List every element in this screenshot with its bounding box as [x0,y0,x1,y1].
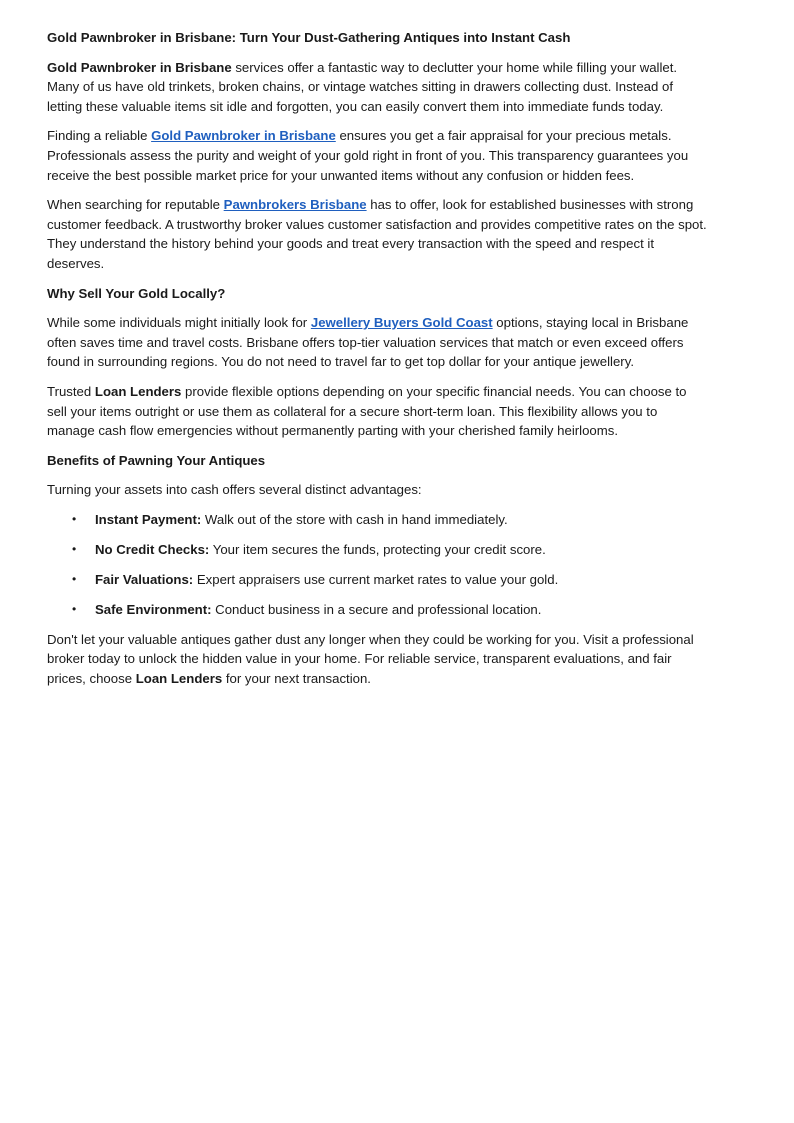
list-item [47,540,707,560]
benefit-label: Instant Payment: [95,511,202,527]
closing-paragraph [47,630,707,689]
local-text-after: options, staying local in Brisbane often saves time and travel costs. Brisbane offers top-tier valuation services that match or even exceed offers found in surrounding regions. You do not need to travel far to get top dollar for your antique jewellery. [47,315,689,370]
lenders-bold-term: Loan Lenders [94,383,182,399]
benefits-list [47,510,707,620]
bullet-icon: • [72,571,77,586]
lenders-text-before: Trusted [47,383,95,399]
lenders-paragraph [47,382,707,441]
list-item [47,510,707,530]
intro-paragraph [47,58,707,117]
reputable-text-before: When searching for reputable [47,197,224,213]
reputable-text-after: has to offer, look for established businesses with strong customer feedback. A trustworthy broker values customer satisfaction and provides competitive rates on the spot. They understand the history behind your goods and treat every transaction with the speed and respect it deserves. [47,197,707,271]
local-paragraph [47,313,707,372]
intro-bold-term: Gold Pawnbroker in Brisbane [47,59,232,75]
document-page [47,28,707,699]
benefit-text: Expert appraisers use current market rates to value your gold. [193,571,559,587]
lenders-text-after: provide flexible options depending on your specific financial needs. You can choose to sell your items outright or use them as collateral for a secure short-term loan. This flexibility allows you to manage cash flow emergencies without permanently parting with your cherished family heirlooms. [47,383,687,439]
closing-bold-term: Loan Lenders [135,671,223,686]
reputable-paragraph [47,195,707,273]
benefit-label: Fair Valuations: [95,571,194,587]
jewellery-buyers-link[interactable]: Jewellery Buyers Gold Coast [310,315,493,331]
intro-text: services offer a fantastic way to declutter your home while filling your wallet. Many of us have old trinkets, broken chains, or vintage watches sitting in drawers collecting dust. Instead of letting these valuable items sit idle and forgotten, you can easily convert them into immediate funds today. [47,59,678,114]
local-text-before: While some individuals might initially look for [47,315,311,331]
pawnbrokers-brisbane-link[interactable]: Pawnbrokers Brisbane [223,197,367,213]
benefits-heading: Benefits of Pawning Your Antiques [47,452,266,468]
appraisal-text-before: Finding a reliable [47,128,152,144]
benefit-text: Walk out of the store with cash in hand immediately. [201,511,508,527]
benefit-label: No Credit Checks: [95,541,210,557]
benefit-label: Safe Environment: [95,601,212,617]
closing-text-before: Don't let your valuable antiques gather dust any longer when they could be working for you. Visit a professional broker today to unlock the hidden value in your home. For reliable service, transparent evaluations, and fair prices, choose [47,631,694,686]
bullet-icon: • [72,541,77,556]
list-item [47,570,707,590]
bullet-icon: • [72,601,77,616]
list-item [47,600,707,620]
benefit-text: Your item secures the funds, protecting your credit score. [209,541,546,557]
local-heading: Why Sell Your Gold Locally? [47,285,226,301]
appraisal-text-after: ensures you get a fair appraisal for your precious metals. Professionals assess the purity and weight of your gold right in front of you. This transparency guarantees you receive the best possible market price for your unwanted items without any confusion or hidden fees. [47,128,689,183]
closing-text-after: for your next transaction. [222,671,371,686]
appraisal-paragraph [47,126,707,185]
benefit-text: Conduct business in a secure and professional location. [211,601,542,617]
bullet-icon: • [72,511,77,526]
gold-pawnbroker-link[interactable]: Gold Pawnbroker in Brisbane [151,128,336,144]
page-title: Gold Pawnbroker in Brisbane: Turn Your Dust-Gathering Antiques into Instant Cash [47,30,571,45]
benefits-intro: Turning your assets into cash offers several distinct advantages: [47,482,422,498]
